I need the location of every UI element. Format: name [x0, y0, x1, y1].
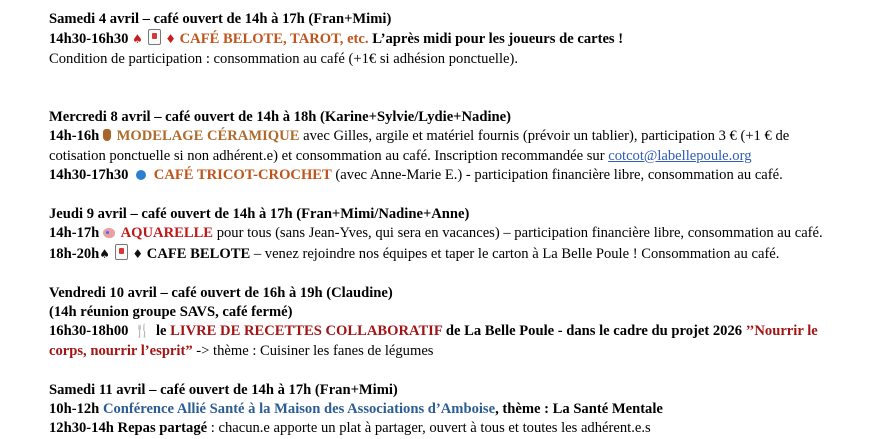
event-description: avec Gilles, argile et matériel fournis (prévoir un tablier), participation 3 € (+1 € de [299, 128, 790, 145]
event-heading-sat11: Samedi 11 avril – café ouvert de 14h à 17h (Fran+Mimi) [49, 381, 398, 398]
event-line-repas [49, 419, 849, 438]
event-line-recettes-cont [49, 342, 849, 361]
event-time: 14h-17h [49, 225, 100, 242]
event-description: cotisation ponctuelle si non adhérent.e) et consommation au café. Inscription recommandée sur [49, 147, 609, 164]
event-title: LIVRE DE RECETTES COLLABORATIF [170, 323, 443, 340]
event-title: AQUARELLE [120, 225, 214, 242]
event-time: 16h30-18h00 [49, 323, 129, 340]
event-theme: , thème : La Santé Mentale [495, 401, 663, 418]
diamond-icon: ♦ [165, 32, 176, 47]
event-line-modelage-cont [49, 147, 849, 166]
event-heading-thu9: Jeudi 9 avril – café ouvert de 14h à 17h (Fran+Mimi/Nadine+Anne) [49, 206, 470, 223]
event-title: Conférence Allié Santé à la Maison des Associations d’Amboise [102, 401, 496, 418]
fork-knife-icon: 🍴 [134, 324, 151, 340]
event-note: (14h réunion groupe SAVS, café fermé) [49, 304, 293, 321]
event-description: – venez rejoindre nos équipes et taper le carton à La Belle Poule ! Consommation au café. [250, 245, 780, 262]
event-heading-sat4: Samedi 4 avril – café ouvert de 14h à 17h (Fran+Mimi) [49, 11, 392, 27]
diamond-icon: ♦ [132, 246, 144, 261]
event-title: MODELAGE CÉRAMIQUE [116, 128, 300, 145]
event-line-conference [49, 400, 849, 419]
event-line-belote [49, 244, 849, 264]
event-line-belote-tarot [49, 29, 849, 49]
event-title: Repas partagé [113, 420, 208, 437]
yarn-ball-icon [136, 170, 146, 180]
event-title: CAFÉ TRICOT-CROCHET [153, 167, 332, 184]
event-time: 14h30-16h30 [49, 31, 129, 48]
event-description: (avec Anne-Marie E.) - participation financière libre, consommation au café. [331, 167, 783, 184]
event-tagline: L’après midi pour les joueurs de cartes ! [368, 31, 624, 48]
event-theme: -> thème : Cuisiner les fanes de légumes [192, 342, 434, 359]
event-time: 18h-20h [49, 245, 100, 262]
playing-card-icon [148, 29, 161, 45]
event-time: 12h30-14h [49, 420, 114, 437]
event-title: CAFÉ BELOTE, TAROT, etc. [179, 31, 369, 48]
event-line-modelage [49, 127, 849, 146]
event-line-aquarelle [49, 224, 849, 243]
event-heading-wed8: Mercredi 8 avril – café ouvert de 14h à 18h (Karine+Sylvie/Lydie+Nadine) [49, 109, 511, 126]
event-time: 14h-16h [49, 128, 100, 145]
event-schedule [49, 10, 849, 439]
event-line-tricot [49, 166, 849, 185]
project-quote: ’’Nourrir le [745, 323, 818, 340]
event-time: 10h-12h [49, 401, 100, 418]
event-connector: le [152, 323, 171, 340]
event-heading-fri10: Vendredi 10 avril – café ouvert de 16h à 19h (Claudine) [49, 284, 393, 301]
spade-icon: ♠ [99, 246, 111, 261]
event-title: CAFE BELOTE [146, 245, 251, 262]
amphora-icon [103, 129, 111, 141]
event-description: de La Belle Poule - dans le cadre du projet 2026 [442, 323, 746, 340]
event-description: : chacun.e apporte un plat à partager, ouvert à tous et toutes les adhérent.e.s [207, 420, 651, 437]
spade-icon: ♠ [132, 32, 143, 47]
event-time: 14h30-17h30 [49, 167, 129, 184]
playing-card-icon [115, 244, 128, 260]
palette-icon [103, 228, 115, 238]
event-condition: Condition de participation : consommation au café (+1€ si adhésion ponctuelle). [49, 50, 519, 67]
project-quote: corps, nourrir l’esprit” [49, 342, 193, 359]
event-description: pour tous (sans Jean-Yves, qui sera en vacances) – participation financière libre, consommation au café. [213, 225, 823, 242]
email-link[interactable]: cotcot@labellepoule.org [608, 147, 752, 164]
event-line-recettes [49, 322, 849, 341]
